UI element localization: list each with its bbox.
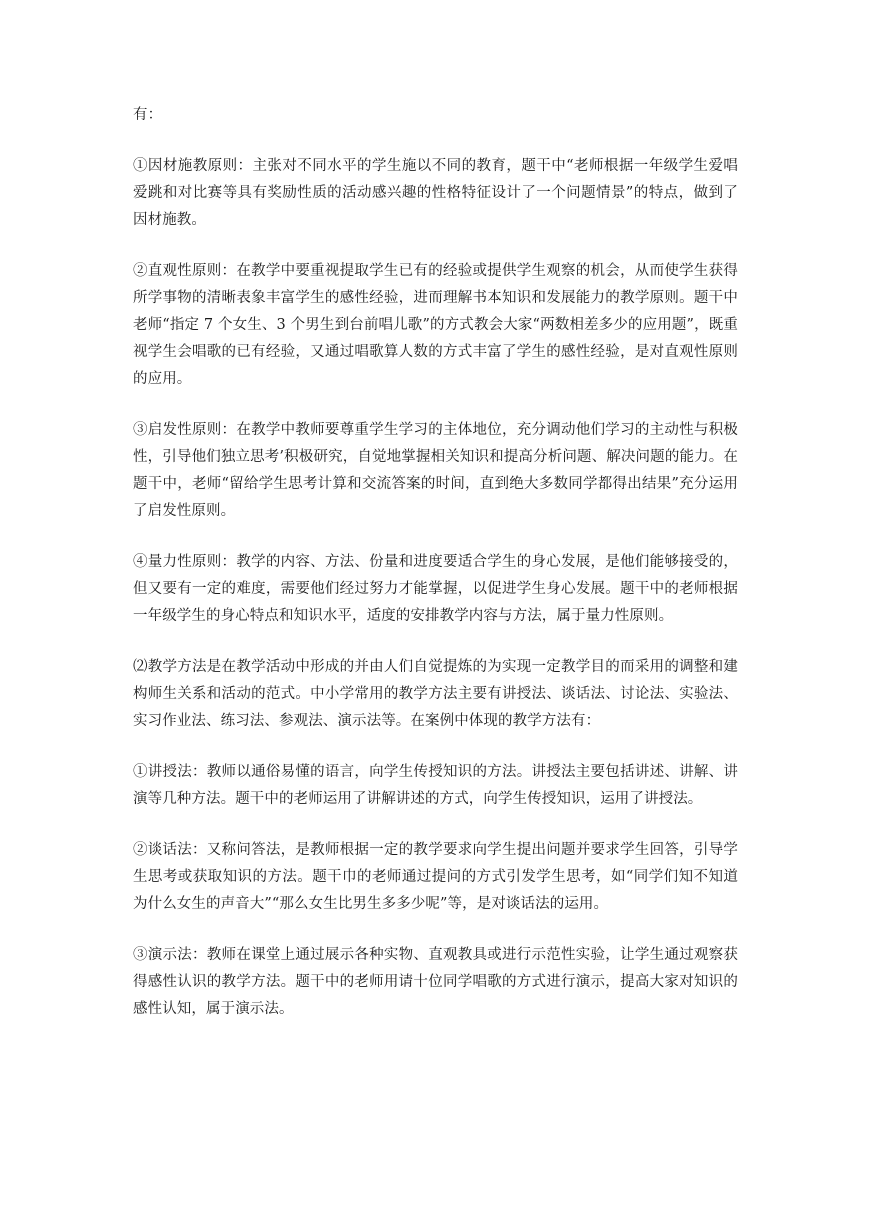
paragraph-intro: 有： (133, 107, 163, 123)
paragraph-principle-intuitive: ②直观性原则：在教学中要重视提取学生已有的经验或提供学生观察的机会，从而使学生获得所学事物的清晰表象丰富学生的感性经验，进而理解书本知识和发展能力的教学原则。题干中老师“指定 7 个女生、3 个男生到台前唱儿歌”的方式教会大家“两数相差多少的应用题”，既重视学生会唱歌的已有经验，又通过唱歌算人数的方式丰富了学生的感性经验，是对直观性原则的应用。 (133, 263, 738, 387)
paragraph-principle-capacity: ④量力性原则：教学的内容、方法、份量和进度要适合学生的身心发展，是他们能够接受的，但又要有一定的难度，需要他们经过努力才能掌握，以促进学生身心发展。题干中的老师根据一年级学生的身心特点和知识水平，适度的安排教学内容与方法，属于量力性原则。 (133, 554, 738, 624)
paragraph-teaching-methods: ⑵教学方法是在教学活动中形成的并由人们自觉提炼的为实现一定教学目的而采用的调整和建构师生关系和活动的范式。中小学常用的教学方法主要有讲授法、谈话法、讨论法、实验法、实习作业法、练习法、参观法、演示法等。在案例中体现的教学方法有： (133, 659, 738, 729)
paragraph-method-conversation: ②谈话法：又称问答法，是教师根据一定的教学要求向学生提出问题并要求学生回答，引导学生思考或获取知识的方法。题干巾的老师通过提问的方式引发学生思考，如“同学们知不知道为什么女生的声音大”“那么女生比男生多多少呢”等，是对谈话法的运用。 (133, 842, 738, 912)
paragraph-method-lecture: ①讲授法：教师以通俗易懂的语言，向学生传授知识的方法。讲授法主要包括讲述、讲解、讲演等几种方法。题干中的老师运用了讲解讲述的方式，向学生传授知识，运用了讲授法。 (133, 764, 738, 807)
paragraph-method-demonstration: ③演示法：教师在课堂上通过展示各种实物、直观教具或进行示范性实验，让学生通过观察获得感性认识的教学方法。题干中的老师用请十位同学唱歌的方式进行演示，提高大家对知识的感性认知，属于演示法。 (133, 947, 738, 1017)
paragraph-principle-individualized: ①因材施教原则：主张对不同水平的学生施以不同的教育，题干中“老师根据一年级学生爱唱爱跳和对比赛等具有奖励性质的活动感兴趣的性格特征设计了一个问题情景”的特点，做到了因材施教。 (133, 158, 738, 228)
document-page (133, 102, 738, 1047)
paragraph-principle-heuristic: ③启发性原则：在教学中教师要尊重学生学习的主体地位，充分调动他们学习的主动性与积极性，引导他们独立思考’积极研究，自觉地掌握相关知识和提高分析问题、解决问题的能力。在题干中，老师“留给学生思考计算和交流答案的时间，直到绝大多数同学都得出结果”充分运用了启发性原则。 (133, 422, 738, 519)
